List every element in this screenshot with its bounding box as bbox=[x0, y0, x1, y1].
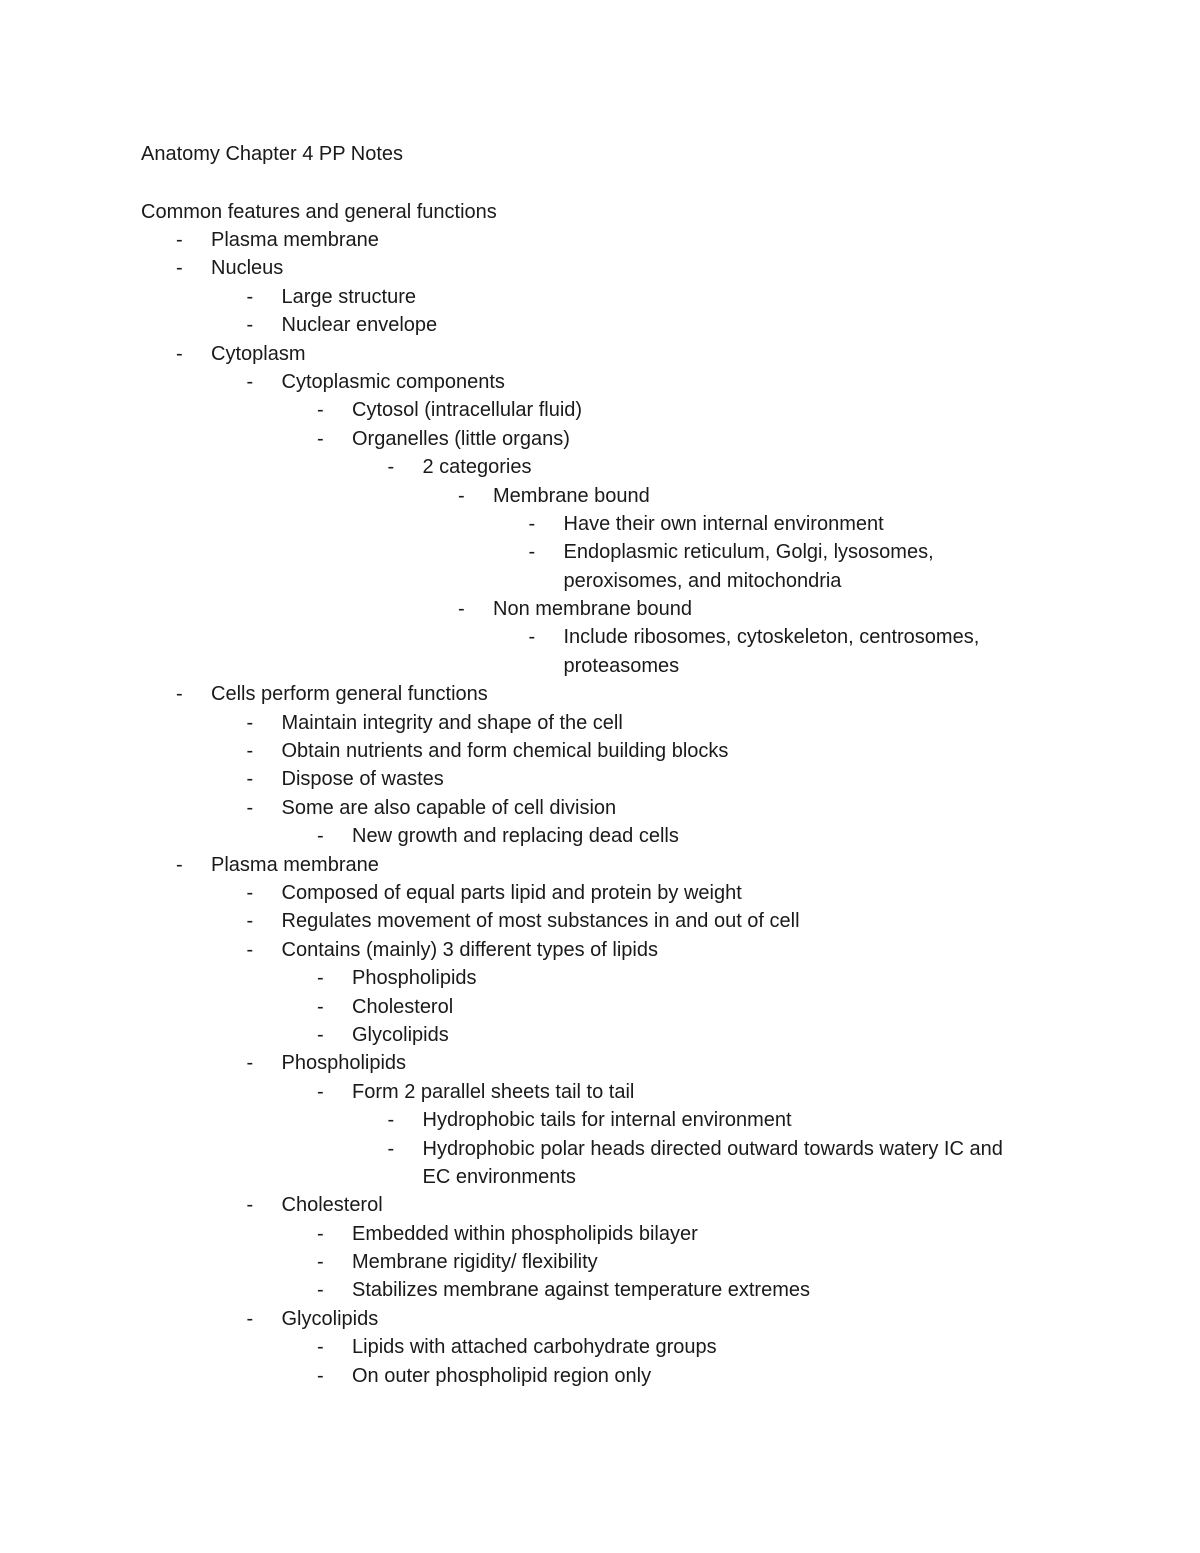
outline-item bbox=[0, 907, 1200, 935]
outline-item bbox=[0, 1220, 1200, 1248]
outline-item-text: Embedded within phospholipids bilayer bbox=[352, 1222, 698, 1245]
bullet-dash: - bbox=[246, 370, 254, 393]
bullet-dash: - bbox=[317, 1279, 324, 1302]
outline-item-text: Form 2 parallel sheets tail to tail bbox=[352, 1080, 635, 1103]
outline-item-text: Cytoplasm bbox=[211, 342, 306, 365]
outline-item-text: Have their own internal environment bbox=[563, 512, 884, 535]
outline-item-text: Membrane rigidity/ flexibility bbox=[352, 1251, 598, 1274]
outline-item-text: Plasma membrane bbox=[211, 853, 379, 876]
outline-item bbox=[0, 1163, 1200, 1191]
outline-item bbox=[0, 567, 1200, 595]
bullet-dash: - bbox=[387, 1137, 395, 1160]
bullet-dash: - bbox=[317, 1336, 324, 1359]
outline-item-text: proteasomes bbox=[563, 654, 680, 677]
bullet-dash: - bbox=[246, 1307, 254, 1330]
bullet-dash: - bbox=[246, 1194, 254, 1217]
bullet-dash: - bbox=[246, 796, 254, 819]
outline-item bbox=[0, 226, 1200, 254]
document-title: Anatomy Chapter 4 PP Notes bbox=[141, 143, 403, 165]
outline-item bbox=[0, 482, 1200, 510]
outline-item bbox=[0, 680, 1200, 708]
outline-item bbox=[0, 1135, 1200, 1163]
outline-item-text: Cholesterol bbox=[352, 995, 454, 1018]
outline-item-text: Glycolipids bbox=[281, 1307, 379, 1330]
outline-item-text: 2 categories bbox=[422, 456, 532, 479]
outline-item bbox=[0, 794, 1200, 822]
outline-item-text: Cytosol (intracellular fluid) bbox=[352, 399, 583, 422]
section-heading: Common features and general functions bbox=[141, 201, 497, 223]
outline-item bbox=[0, 1362, 1200, 1390]
outline-item-text: Obtain nutrients and form chemical building blocks bbox=[281, 740, 729, 763]
bullet-dash: - bbox=[458, 598, 465, 621]
bullet-dash: - bbox=[176, 342, 183, 365]
outline-item bbox=[0, 993, 1200, 1021]
outline-item bbox=[0, 765, 1200, 793]
outline-item bbox=[0, 510, 1200, 538]
outline-item bbox=[0, 396, 1200, 424]
outline-item-text: Lipids with attached carbohydrate groups bbox=[352, 1336, 717, 1359]
bullet-dash: - bbox=[317, 825, 324, 848]
bullet-dash: - bbox=[528, 541, 536, 564]
outline-item bbox=[0, 1305, 1200, 1333]
bullet-dash: - bbox=[317, 1364, 324, 1387]
outline-item-text: Membrane bound bbox=[493, 484, 650, 507]
outline-item bbox=[0, 1333, 1200, 1361]
outline-item-text: Dispose of wastes bbox=[281, 768, 444, 791]
outline-item bbox=[0, 1191, 1200, 1219]
outline-item bbox=[0, 737, 1200, 765]
outline-item bbox=[0, 283, 1200, 311]
bullet-dash: - bbox=[528, 626, 536, 649]
outline-item bbox=[0, 595, 1200, 623]
outline-item bbox=[0, 311, 1200, 339]
outline-item-text: Contains (mainly) 3 different types of lipids bbox=[281, 938, 658, 961]
outline-item bbox=[0, 425, 1200, 453]
outline-item bbox=[0, 254, 1200, 282]
outline-item-text: Organelles (little organs) bbox=[352, 427, 570, 450]
outline-item bbox=[0, 453, 1200, 481]
bullet-dash: - bbox=[317, 1222, 324, 1245]
bullet-dash: - bbox=[246, 768, 254, 791]
outline-item bbox=[0, 1021, 1200, 1049]
outline-item-text: Plasma membrane bbox=[211, 229, 379, 251]
outline-item-text: Include ribosomes, cytoskeleton, centrosomes, bbox=[563, 626, 980, 649]
outline-item bbox=[0, 1078, 1200, 1106]
outline-item bbox=[0, 964, 1200, 992]
outline-item-text: Cytoplasmic components bbox=[281, 370, 505, 393]
outline-item-text: Composed of equal parts lipid and protein by weight bbox=[281, 881, 742, 904]
outline-item-text: Maintain integrity and shape of the cell bbox=[281, 711, 623, 734]
outline-item bbox=[0, 936, 1200, 964]
outline-item-text: New growth and replacing dead cells bbox=[352, 825, 679, 848]
bullet-outline bbox=[0, 226, 1200, 1390]
outline-item-text: Non membrane bound bbox=[493, 598, 693, 621]
outline-item bbox=[0, 1049, 1200, 1077]
outline-item-text: Endoplasmic reticulum, Golgi, lysosomes, bbox=[563, 541, 934, 564]
bullet-dash: - bbox=[246, 740, 254, 763]
bullet-dash: - bbox=[317, 995, 324, 1018]
bullet-dash: - bbox=[317, 399, 324, 422]
bullet-dash: - bbox=[246, 881, 254, 904]
outline-item bbox=[0, 652, 1200, 680]
bullet-dash: - bbox=[246, 938, 254, 961]
outline-item-text: Some are also capable of cell division bbox=[281, 796, 617, 819]
outline-item-text: On outer phospholipid region only bbox=[352, 1364, 652, 1387]
bullet-dash: - bbox=[317, 967, 324, 990]
bullet-dash: - bbox=[246, 285, 254, 308]
outline-item-text: Phospholipids bbox=[281, 1052, 407, 1075]
outline-item bbox=[0, 851, 1200, 879]
bullet-dash: - bbox=[176, 853, 183, 876]
outline-item bbox=[0, 1106, 1200, 1134]
bullet-dash: - bbox=[458, 484, 465, 507]
outline-item-text: EC environments bbox=[422, 1165, 576, 1188]
bullet-dash: - bbox=[387, 1109, 395, 1132]
bullet-dash: - bbox=[246, 1052, 254, 1075]
outline-item-text: Cholesterol bbox=[281, 1194, 383, 1217]
outline-item bbox=[0, 709, 1200, 737]
outline-item bbox=[0, 340, 1200, 368]
outline-item-text: Hydrophobic tails for internal environment bbox=[422, 1109, 792, 1132]
bullet-dash: - bbox=[317, 1080, 324, 1103]
outline-item-text: peroxisomes, and mitochondria bbox=[563, 569, 842, 592]
bullet-dash: - bbox=[246, 314, 254, 337]
bullet-dash: - bbox=[387, 456, 395, 479]
bullet-dash: - bbox=[176, 683, 183, 706]
bullet-dash: - bbox=[317, 1251, 324, 1274]
bullet-dash: - bbox=[528, 512, 536, 535]
bullet-dash: - bbox=[246, 910, 254, 933]
bullet-dash: - bbox=[176, 229, 183, 251]
outline-item-text: Large structure bbox=[281, 285, 417, 308]
outline-item bbox=[0, 538, 1200, 566]
bullet-dash: - bbox=[176, 257, 183, 280]
outline-item-text: Hydrophobic polar heads directed outward towards watery IC and bbox=[422, 1137, 1003, 1160]
outline-item-text: Cells perform general functions bbox=[211, 683, 488, 706]
outline-item bbox=[0, 1248, 1200, 1276]
outline-item-text: Phospholipids bbox=[352, 967, 477, 990]
outline-item-text: Glycolipids bbox=[352, 1023, 449, 1046]
outline-item bbox=[0, 822, 1200, 850]
outline-item-text: Nucleus bbox=[211, 257, 284, 280]
outline-item bbox=[0, 368, 1200, 396]
outline-item-text: Nuclear envelope bbox=[281, 314, 438, 337]
bullet-dash: - bbox=[317, 427, 324, 450]
outline-item-text: Stabilizes membrane against temperature extremes bbox=[352, 1279, 810, 1302]
bullet-dash: - bbox=[317, 1023, 324, 1046]
outline-item bbox=[0, 1276, 1200, 1304]
bullet-dash: - bbox=[246, 711, 254, 734]
outline-item-text: Regulates movement of most substances in and out of cell bbox=[281, 910, 800, 933]
outline-item bbox=[0, 623, 1200, 651]
outline-item bbox=[0, 879, 1200, 907]
